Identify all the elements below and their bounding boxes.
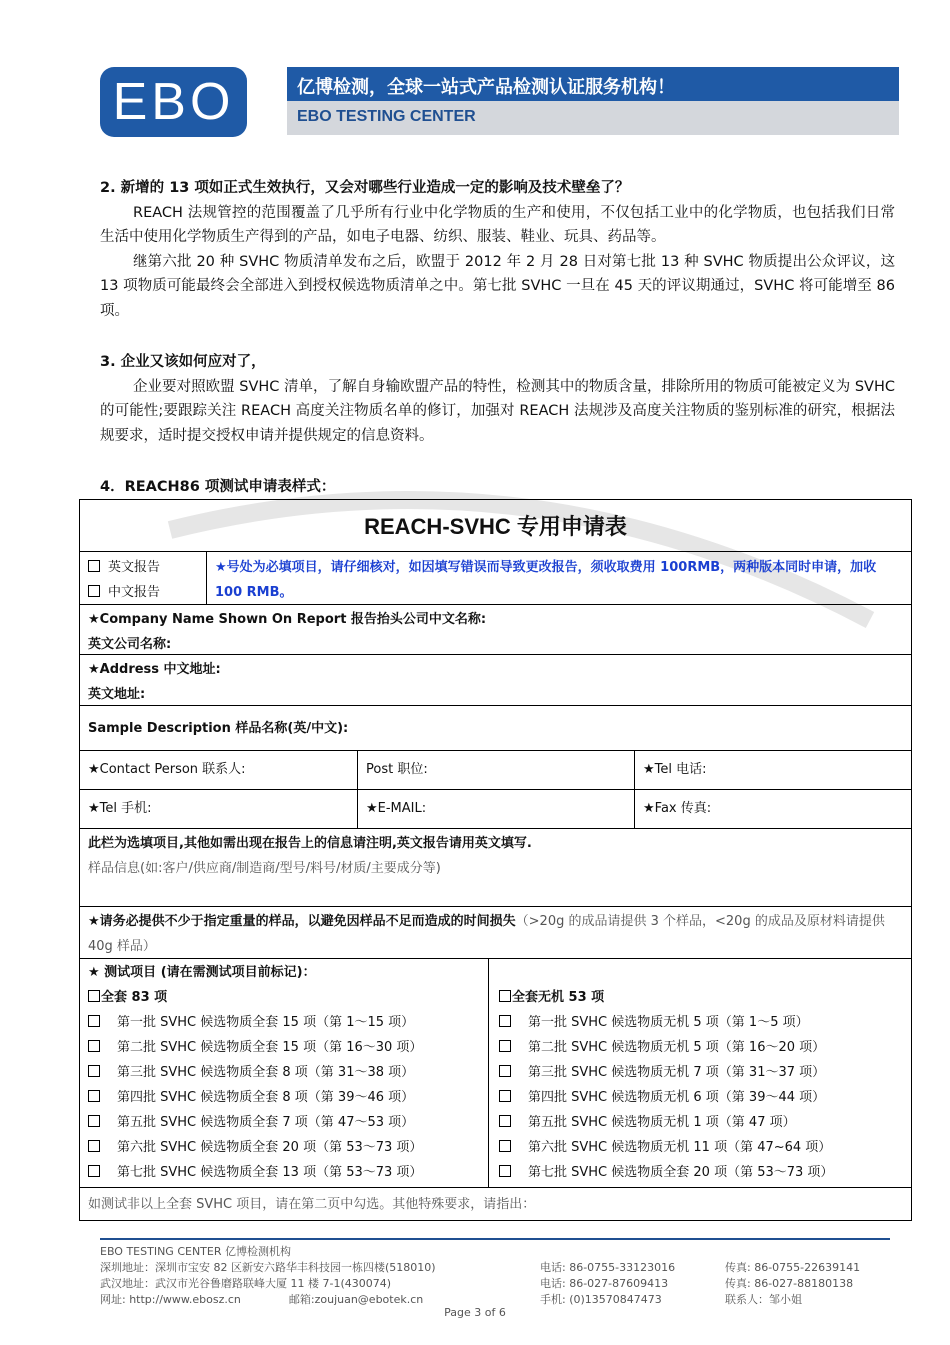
checkbox-icon[interactable] — [88, 560, 100, 572]
sample-requirement: ★请务必提供不少于指定重量的样品，以避免因样品不足而造成的时间损失（>20g 的成品请提供 3 个样品，<20g 的成品及原材料请提供 40g 样品） — [88, 914, 885, 954]
footer-fax-1: 传真: 86-0755-22639141 — [725, 1261, 861, 1274]
section-2-para-1: REACH 法规管控的范围覆盖了几乎所有行业中化学物质的生产和使用，不仅包括工业中的化学物质，也包括我们日常生活中使用化学物质生产得到的产品，如电子电器、纺织、服装、鞋业、玩具、药品等。 — [100, 204, 895, 245]
contact-person-field[interactable]: ★Contact Person 联系人: — [88, 762, 246, 777]
checkbox-icon[interactable] — [499, 1090, 511, 1102]
company-en-field[interactable]: 英文公司名称: — [88, 637, 172, 652]
full-item-5[interactable]: 第五批 SVHC 候选物质全套 7 项（第 47～53 项） — [88, 1110, 480, 1135]
company-cn-field[interactable]: ★Company Name Shown On Report 报告抬头公司中文名称: — [88, 612, 487, 627]
optional-note: 此栏为选填项目,其他如需出现在报告上的信息请注明,英文报告请用英文填写. — [88, 836, 532, 851]
checkbox-icon[interactable] — [499, 1140, 511, 1152]
full-item-6[interactable]: 第六批 SVHC 候选物质全套 20 项（第 53～73 项） — [88, 1135, 480, 1160]
report-cn-option[interactable]: 中文报告 — [88, 580, 198, 605]
address-en-field[interactable]: 英文地址: — [88, 687, 146, 702]
checkbox-icon[interactable] — [88, 1040, 100, 1052]
footer-tel-1: 电话: 86-0755-33123016 — [540, 1261, 676, 1274]
checkbox-icon[interactable] — [88, 1140, 100, 1152]
header-center-name: EBO TESTING CENTER — [287, 101, 899, 135]
mobile-field[interactable]: ★Tel 手机: — [88, 801, 152, 816]
footer-sz-address: 深圳地址：深圳市宝安 82 区新安六路华丰科技园一栋四楼(518010) — [100, 1261, 436, 1274]
checkbox-icon[interactable] — [88, 1015, 100, 1027]
form-title: REACH-SVHC 专用申请表 — [364, 514, 627, 539]
other-requirements-field[interactable]: 如测试非以上全套 SVHC 项目，请在第二页中勾选。其他特殊要求，请指出： — [88, 1197, 536, 1212]
ebo-logo: EBO — [100, 67, 247, 137]
full-item-3[interactable]: 第三批 SVHC 候选物质全套 8 项（第 31～38 项） — [88, 1060, 480, 1085]
checkbox-icon[interactable] — [88, 585, 100, 597]
report-en-option[interactable]: 英文报告 — [88, 555, 198, 580]
inorg-item-2[interactable]: 第二批 SVHC 候选物质无机 5 项（第 16～20 项） — [499, 1035, 903, 1060]
section-2-title: 2. 新增的 13 项如正式生效执行，又会对哪些行业造成一定的影响及技术壁垒了？ — [100, 180, 630, 196]
footer-middle — [540, 1260, 675, 1308]
checkbox-icon[interactable] — [499, 1115, 511, 1127]
fax-field[interactable]: ★Fax 传真: — [643, 801, 712, 816]
inorg-item-4[interactable]: 第四批 SVHC 候选物质无机 6 项（第 39～44 项） — [499, 1085, 903, 1110]
inorg-item-1[interactable]: 第一批 SVHC 候选物质无机 5 项（第 1～5 项） — [499, 1010, 903, 1035]
page-number: Page 3 of 6 — [444, 1306, 506, 1319]
checkbox-icon[interactable] — [499, 1015, 511, 1027]
full-item-7[interactable]: 第七批 SVHC 候选物质全套 13 项（第 53～73 项） — [88, 1160, 480, 1185]
checkbox-icon[interactable] — [88, 990, 100, 1002]
header-tagline: 亿博检测，全球一站式产品检测认证服务机构！ — [287, 67, 899, 101]
footer-divider — [100, 1238, 890, 1240]
checkbox-icon[interactable] — [88, 1165, 100, 1177]
footer-fax-2: 传真: 86-027-88180138 — [725, 1277, 854, 1290]
section-2 — [100, 176, 895, 323]
application-form — [79, 499, 912, 1221]
section-3 — [100, 350, 895, 448]
checkbox-icon[interactable] — [499, 990, 511, 1002]
checkbox-icon[interactable] — [88, 1115, 100, 1127]
footer-website[interactable]: 网址: http://www.ebosz.cn — [100, 1293, 241, 1306]
inorg-item-6[interactable]: 第六批 SVHC 候选物质无机 11 项（第 47~64 项） — [499, 1135, 903, 1160]
inorg-item-3[interactable]: 第三批 SVHC 候选物质无机 7 项（第 31～37 项） — [499, 1060, 903, 1085]
section-4 — [100, 475, 895, 500]
checkbox-icon[interactable] — [88, 1065, 100, 1077]
footer-email[interactable]: 邮箱:zoujuan@ebotek.cn — [288, 1293, 424, 1306]
required-notice: ★号处为必填项目，请仔细核对，如因填写错误而导致更改报告，须收取费用 100RMB，两种版本同时申请，加收 100 RMB。 — [215, 560, 877, 600]
address-cn-field[interactable]: ★Address 中文地址: — [88, 662, 221, 677]
full-item-4[interactable]: 第四批 SVHC 候选物质全套 8 项（第 39～46 项） — [88, 1085, 480, 1110]
optional-info-field[interactable]: 样品信息(如:客户/供应商/制造商/型号/料号/材质/主要成分等) — [88, 861, 441, 876]
checkbox-icon[interactable] — [499, 1040, 511, 1052]
full-set-option[interactable]: 全套 83 项 — [88, 985, 480, 1010]
checkbox-icon[interactable] — [88, 1090, 100, 1102]
section-2-para-2: 继第六批 20 种 SVHC 物质清单发布之后，欧盟于 2012 年 2 月 28 日对第七批 13 种 SVHC 物质提出公众评议，这 13 项物质可能最终会全部进入到授权候选物质清单之中。第七批 SVHC 一旦在 45 天的评议期通过，SVHC 将可能增至 86 项。 — [100, 253, 895, 319]
test-items-title: ★ 测试项目 (请在需测试项目前标记)： — [88, 965, 316, 980]
sample-description-field[interactable]: Sample Description 样品名称(英/中文): — [88, 721, 349, 736]
footer-mobile: 手机: (0)13570847473 — [540, 1293, 662, 1306]
email-field[interactable]: ★E-MAIL: — [366, 801, 427, 816]
post-field[interactable]: Post 职位: — [366, 762, 428, 777]
checkbox-icon[interactable] — [499, 1165, 511, 1177]
section-3-para-1: 企业要对照欧盟 SVHC 清单，了解自身输欧盟产品的特性，检测其中的物质含量，排除所用的物质可能被定义为 SVHC 的可能性;要跟踪关注 REACH 高度关注物质名单的修订，加强对 REACH 法规涉及高度关注物质的鉴别标准的研究，根据法规要求，适时提交授权申请并提供规定的信息资料。 — [100, 378, 895, 444]
checkbox-icon[interactable] — [499, 1065, 511, 1077]
section-3-title: 3. 企业又该如何应对了， — [100, 354, 266, 370]
footer-tel-2: 电话: 86-027-87609413 — [540, 1277, 669, 1290]
inorg-item-5[interactable]: 第五批 SVHC 候选物质无机 1 项（第 47 项） — [499, 1110, 903, 1135]
inorganic-set-option[interactable]: 全套无机 53 项 — [499, 985, 903, 1010]
footer-right — [725, 1260, 860, 1308]
footer-wh-address: 武汉地址：武汉市光谷鲁磨路联峰大厦 11 楼 7-1(430074) — [100, 1277, 392, 1290]
full-item-2[interactable]: 第二批 SVHC 候选物质全套 15 项（第 16～30 项） — [88, 1035, 480, 1060]
section-4-title: 4．REACH86 项测试申请表样式： — [100, 479, 336, 495]
full-item-1[interactable]: 第一批 SVHC 候选物质全套 15 项（第 1～15 项） — [88, 1010, 480, 1035]
tel-field[interactable]: ★Tel 电话: — [643, 762, 707, 777]
footer-left — [100, 1244, 436, 1308]
footer-contact: 联系人：邹小姐 — [725, 1293, 802, 1306]
footer-center-name: EBO TESTING CENTER 亿博检测机构 — [100, 1245, 291, 1258]
inorg-item-7[interactable]: 第七批 SVHC 候选物质全套 20 项（第 53～73 项） — [499, 1160, 903, 1185]
